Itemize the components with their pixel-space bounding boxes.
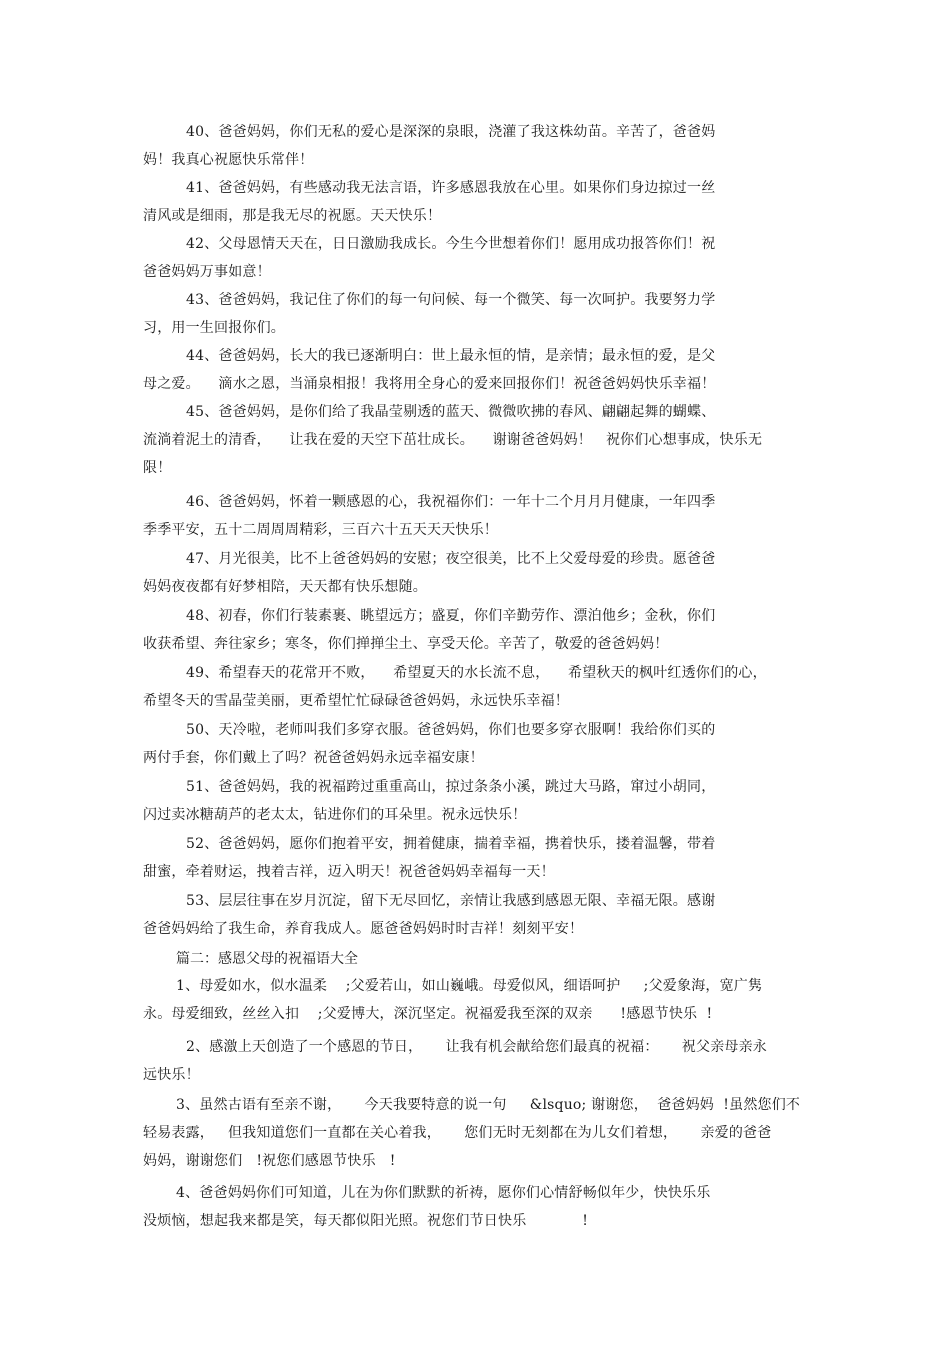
wish-paragraph-40 [143,118,803,174]
paragraph-line: 48、初春，你们行装素裹、眺望远方；盛夏，你们辛勤劳作、漂泊他乡；金秋，你们 [186,608,716,624]
paragraph-line: 爸爸妈妈给了我生命，养育我成人。愿爸爸妈妈时时吉祥！刻刻平安！ [143,921,584,937]
paragraph-line: 2、感激上天创造了一个感恩的节日， 让我有机会献给您们最真的祝福： 祝父亲母亲永 [186,1039,768,1055]
paragraph-line: 妈妈，谢谢您们 !祝您们感恩节快乐 ! [143,1153,396,1169]
paragraph-line: 没烦恼，想起我来都是笑，每天都似阳光照。祝您们节日快乐 ! [143,1213,589,1229]
wish-paragraph-50 [143,716,803,772]
wish-paragraph-53 [143,887,803,943]
section-wish-4 [143,1179,803,1235]
wish-paragraph-47 [143,545,803,601]
section-wish-2 [143,1033,803,1089]
section-heading: 篇二：感恩父母的祝福语大全 [176,951,358,967]
paragraph-line: 49、希望春天的花常开不败， 希望夏天的水长流不息， 希望秋天的枫叶红透你们的心， [186,665,767,681]
paragraph-line: 52、爸爸妈妈，愿你们抱着平安，拥着健康，揣着幸福，携着快乐，搂着温馨，带着 [186,836,716,852]
paragraph-line: 53、层层往事在岁月沉淀，留下无尽回忆，亲情让我感到感恩无限、幸福无限。感谢 [186,893,716,909]
paragraph-line: 3、虽然古语有至亲不谢， 今天我要特意的说一句 &lsquo; 谢谢您， 爸爸妈妈 !虽然您们不 [176,1097,801,1113]
paragraph-line: 爸爸妈妈万事如意！ [143,264,271,280]
paragraph-line: 50、天冷啦，老师叫我们多穿衣服。爸爸妈妈，你们也要多穿衣服啊！我给你们买的 [186,722,716,738]
paragraph-line: 41、爸爸妈妈，有些感动我无法言语，许多感恩我放在心里。如果你们身边掠过一丝 [186,180,716,196]
paragraph-line: 47、月光很美，比不上爸爸妈妈的安慰；夜空很美，比不上父爱母爱的珍贵。愿爸爸 [186,551,716,567]
wish-paragraph-52 [143,830,803,886]
paragraph-line: 限！ [143,460,172,476]
wish-paragraph-42 [143,230,803,286]
paragraph-line: 永。母爱细致，丝丝入扣 ;父爱博大，深沉坚定。祝福爱我至深的双亲 !感恩节快乐 ! [143,1006,713,1022]
wish-paragraph-43 [143,286,803,342]
paragraph-line: 妈妈夜夜都有好梦相陪，天天都有快乐想随。 [143,579,427,595]
paragraph-line: 42、父母恩情天天在，日日激励我成长。今生今世想着你们！愿用成功报答你们！祝 [186,236,716,252]
wish-paragraph-48 [143,602,803,658]
paragraph-line: 流淌着泥土的清香， 让我在爱的天空下茁壮成长。 谢谢爸爸妈妈！ 祝你们心想事成，快乐无 [143,432,763,448]
paragraph-line: 轻易表露， 但我知道您们一直都在关心着我， 您们无时无刻都在为儿女们着想， 亲爱的爸爸 [143,1125,772,1141]
paragraph-line: 希望冬天的雪晶莹美丽，更希望忙忙碌碌爸爸妈妈，永远快乐幸福！ [143,693,569,709]
paragraph-line: 46、爸爸妈妈，怀着一颗感恩的心，我祝福你们：一年十二个月月月健康，一年四季 [186,494,716,510]
paragraph-line: 40、爸爸妈妈，你们无私的爱心是深深的泉眼，浇灌了我这株幼苗。辛苦了，爸爸妈 [186,124,716,140]
wish-paragraph-51 [143,773,803,829]
paragraph-line: 远快乐！ [143,1067,200,1083]
paragraph-line: 1、母爱如水，似水温柔 ;父爱若山，如山巍峨。母爱似风，细语呵护 ;父爱象海，宽广隽 [176,978,763,994]
wish-paragraph-49 [143,659,803,715]
paragraph-line: 妈！我真心祝愿快乐常伴！ [143,152,314,168]
wish-paragraph-45 [143,398,803,482]
paragraph-line: 45、爸爸妈妈，是你们给了我晶莹剔透的蓝天、微微吹拂的春风、翩翩起舞的蝴蝶、 [186,404,716,420]
paragraph-line: 收获希望、奔往家乡；寒冬，你们掸掸尘土、享受天伦。辛苦了，敬爱的爸爸妈妈！ [143,636,669,652]
paragraph-line: 51、爸爸妈妈，我的祝福跨过重重高山，掠过条条小溪，跳过大马路，窜过小胡同， [186,779,716,795]
section-wish-3 [143,1091,803,1175]
paragraph-line: 44、爸爸妈妈，长大的我已逐渐明白：世上最永恒的情，是亲情；最永恒的爱，是父 [186,348,716,364]
paragraph-line: 4、爸爸妈妈你们可知道，儿在为你们默默的祈祷，愿你们心情舒畅似年少，快快乐乐 [176,1185,711,1201]
wish-paragraph-46 [143,488,803,544]
paragraph-line: 甜蜜，牵着财运，拽着吉祥，迈入明天！祝爸爸妈妈幸福每一天！ [143,864,555,880]
wish-paragraph-44 [143,342,803,398]
wish-paragraph-41 [143,174,803,230]
paragraph-line: 习，用一生回报你们。 [143,320,285,336]
paragraph-line: 闪过卖冰糖葫芦的老太太，钻进你们的耳朵里。祝永远快乐！ [143,807,527,823]
paragraph-line: 两付手套，你们戴上了吗？祝爸爸妈妈永远幸福安康！ [143,750,484,766]
paragraph-line: 43、爸爸妈妈，我记住了你们的每一句问候、每一个微笑、每一次呵护。我要努力学 [186,292,716,308]
section-wish-1 [143,972,803,1028]
paragraph-line: 清风或是细雨，那是我无尽的祝愿。天天快乐！ [143,208,442,224]
paragraph-line: 母之爱。 滴水之恩，当涌泉相报！我将用全身心的爱来回报你们！祝爸爸妈妈快乐幸福！ [143,376,716,392]
paragraph-line: 季季平安，五十二周周周精彩，三百六十五天天天快乐！ [143,522,498,538]
